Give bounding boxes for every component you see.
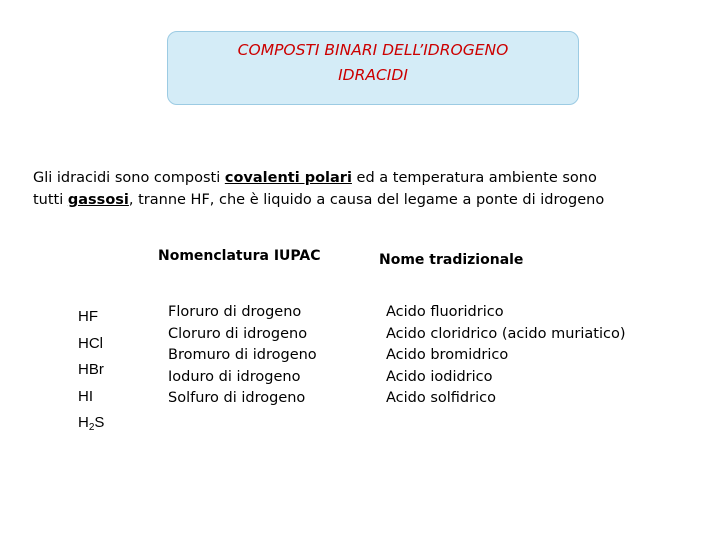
formula-item: HBr: [78, 361, 104, 378]
iupac-name-item: Floruro di drogeno: [168, 304, 302, 320]
formula-item: HF: [78, 308, 98, 325]
intro-text: Gli idracidi sono composti: [33, 170, 225, 186]
title-line-1: COMPOSTI BINARI DELL’IDROGENO: [237, 41, 509, 59]
intro-text: , tranne HF, che è liquido a causa del legame a ponte di idrogeno: [128, 192, 605, 208]
traditional-name-item: Acido fluoridrico: [386, 304, 504, 320]
traditional-name-item: Acido solfidrico: [386, 390, 496, 406]
iupac-name-item: Solfuro di idrogeno: [168, 390, 306, 406]
iupac-name-item: Ioduro di idrogeno: [168, 368, 301, 385]
intro-text: tutti: [33, 192, 68, 208]
covalenti-polari-term: covalenti polari: [224, 170, 352, 186]
intro-text: ed a temperatura ambiente sono: [351, 170, 597, 186]
gassosi-term: gassosi: [67, 192, 129, 208]
traditional-name-item: Acido bromidrico: [386, 347, 509, 363]
intro-line-1: [33, 167, 713, 189]
traditional-column-header: Nome tradizionale: [379, 252, 524, 268]
iupac-name-item: Cloruro di idrogeno: [168, 325, 308, 342]
formula-item: HCl: [78, 334, 103, 352]
traditional-name-list: [386, 302, 626, 410]
formula-item: $H_2S$: [78, 414, 105, 433]
iupac-column-header: Nomenclatura IUPAC: [158, 248, 321, 264]
formula-item: HI: [78, 387, 93, 405]
title-box: [167, 31, 579, 105]
iupac-name-list: [168, 302, 317, 410]
traditional-name-item: Acido cloridrico (acido muriatico): [386, 325, 626, 342]
iupac-name-item: Bromuro di idrogeno: [168, 347, 317, 363]
intro-paragraph: [33, 167, 713, 211]
title-line-2: IDRACIDI: [338, 66, 408, 84]
intro-line-2: [33, 189, 713, 211]
traditional-name-item: Acido iodidrico: [386, 368, 493, 385]
formula-list: [78, 306, 104, 439]
